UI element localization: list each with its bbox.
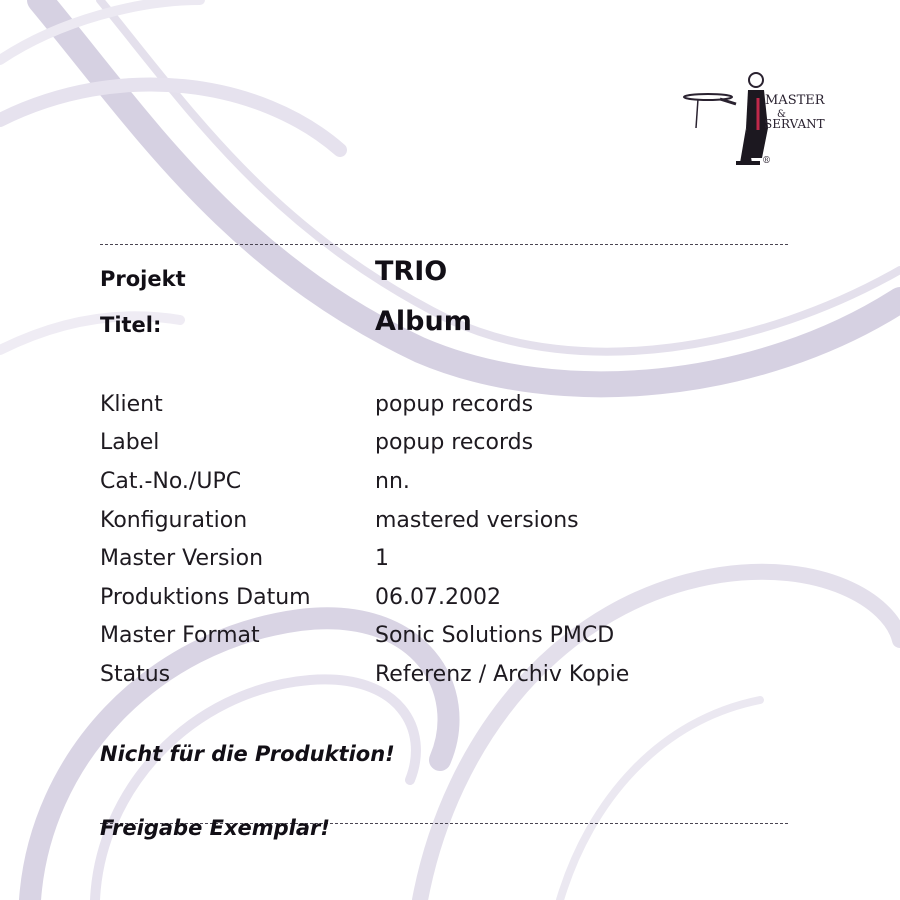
title-value: Album [375,306,472,337]
field-label-label: Label [100,430,160,455]
field-label-master-format: Master Format [100,623,260,648]
field-value-production-date: 06.07.2002 [375,585,501,610]
release-copy-note: Freigabe Exemplar! [100,816,330,840]
field-value-catalog-number: nn. [375,469,410,494]
top-divider [100,244,788,245]
field-label-status: Status [100,662,171,687]
field-label-master-version: Master Version [100,546,264,571]
field-value-label: popup records [375,430,534,455]
field-value-status: Referenz / Archiv Kopie [375,662,630,687]
butler-figure-icon [680,68,830,173]
field-label-client: Klient [100,392,163,417]
field-label-production-date: Produktions Datum [100,585,311,610]
svg-text:&: & [777,109,786,120]
field-value-client: popup records [375,392,534,417]
svg-text:MASTER: MASTER [765,93,825,108]
svg-text:SERVANT: SERVANT [764,117,825,131]
field-value-master-version: 1 [375,546,389,571]
svg-text:®: ® [762,156,771,166]
project-value: TRIO [375,256,448,287]
field-label-configuration: Konfiguration [100,508,248,533]
field-label-catalog-number: Cat.-No./UPC [100,469,242,494]
field-value-configuration: mastered versions [375,508,579,533]
master-servant-logo [680,68,830,173]
project-label: Projekt [100,267,186,291]
not-for-production-note: Nicht für die Produktion! [100,742,395,766]
title-label: Titel: [100,313,162,337]
field-value-master-format: Sonic Solutions PMCD [375,623,615,648]
